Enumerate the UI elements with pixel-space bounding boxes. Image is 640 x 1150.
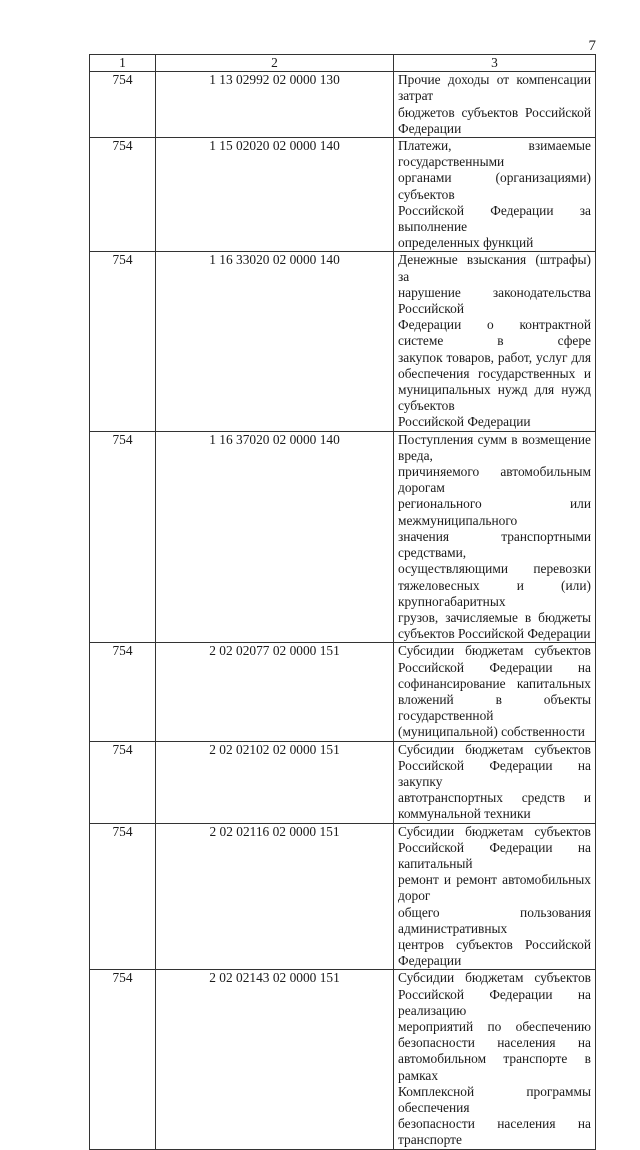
budget-classification-code-cell: 2 02 02102 02 0000 151 [156,741,394,823]
description-line: регионального или межмуниципального [398,496,591,528]
admin-code-cell: 754 [90,643,156,741]
budget-classification-code-cell: 1 15 02020 02 0000 140 [156,138,394,252]
description-line: (муниципальной) собственности [398,724,585,740]
description-line: Российской Федерации за выполнение [398,202,591,235]
revenue-description-cell [394,970,596,1149]
description-line: безопасности населения на [398,1035,591,1051]
budget-classification-code-cell: 1 16 37020 02 0000 140 [156,431,394,643]
description-line: Российской Федерации [398,414,531,430]
admin-code-cell: 754 [90,970,156,1149]
admin-code-cell: 754 [90,72,156,138]
description-line: центров субъектов Российской Федерации [398,936,591,969]
description-line: бюджетов субъектов Российской [398,104,591,120]
description-line: грузов, зачисляемые в бюджеты [398,609,591,625]
description-line: вложений в объекты государственной [398,691,591,724]
description-line: причиняемого автомобильным дорогам [398,464,591,496]
description-line: обеспечения государственных и [398,365,591,381]
description-line: безопасности населения на транспорте [398,1116,591,1148]
revenue-description-cell [394,138,596,252]
description-line: Российской Федерации на закупку [398,757,591,789]
description-line: автомобильном транспорте в рамках [398,1051,591,1083]
description-line: тяжеловесных и (или) крупногабаритных [398,577,591,609]
description-line: мероприятий по обеспечению [398,1018,591,1034]
description-line: коммунальной техники [398,806,531,822]
column-header-1: 1 [90,55,156,72]
description-line: общего пользования административных [398,904,591,936]
revenue-description-cell [394,823,596,970]
admin-code-cell: 754 [90,741,156,823]
description-line: значения транспортными средствами, [398,528,591,561]
description-line: муниципальных нужд для нужд субъектов [398,382,591,414]
table-row [90,823,596,970]
budget-classification-code-cell: 2 02 02143 02 0000 151 [156,970,394,1149]
table-row [90,643,596,741]
description-line: Федерации [398,120,462,136]
table-row [90,138,596,252]
revenue-description-cell [394,72,596,138]
description-line: субъектов Российской Федерации [398,626,591,642]
description-line: Платежи, взимаемые государственными [398,138,591,170]
budget-classification-code-cell: 1 16 33020 02 0000 140 [156,252,394,431]
description-line: Субсидии бюджетам субъектов [398,970,591,986]
description-line: софинансирование капитальных [398,675,591,691]
description-line: Российской Федерации на капитальный [398,839,591,871]
admin-code-cell: 754 [90,138,156,252]
description-line: Поступления сумм в возмещение вреда, [398,431,591,463]
description-line: Денежные взыскания (штрафы) за [398,252,591,284]
budget-classification-code-cell: 2 02 02077 02 0000 151 [156,643,394,741]
revenue-description-cell [394,643,596,741]
budget-codes-table [89,54,596,1150]
admin-code-cell: 754 [90,823,156,970]
description-line: Российской Федерации на реализацию [398,986,591,1018]
table-row [90,741,596,823]
description-line: Федерации о контрактной системе в сфере [398,317,591,349]
revenue-description-cell [394,741,596,823]
description-line: Российской Федерации на [398,659,591,675]
description-line: нарушение законодательства Российской [398,284,591,317]
revenue-description-cell [394,252,596,431]
table-row [90,252,596,431]
admin-code-cell: 754 [90,431,156,643]
description-line: Комплексной программы обеспечения [398,1083,591,1115]
description-line: закупок товаров, работ, услуг для [398,349,591,365]
page-number: 7 [588,38,596,54]
description-line: Субсидии бюджетам субъектов [398,741,591,757]
column-header-3: 3 [394,55,596,72]
column-header-2: 2 [156,55,394,72]
budget-classification-code-cell: 2 02 02116 02 0000 151 [156,823,394,970]
description-line: ремонт и ремонт автомобильных дорог [398,872,591,904]
admin-code-cell: 754 [90,252,156,431]
table-row [90,970,596,1149]
budget-classification-code-cell: 1 13 02992 02 0000 130 [156,72,394,138]
table-row [90,72,596,138]
table-row [90,431,596,643]
description-line: Субсидии бюджетам субъектов [398,823,591,839]
table-header-row [90,55,596,72]
description-line: осуществляющими перевозки [398,561,591,577]
description-line: Субсидии бюджетам субъектов [398,643,591,659]
description-line: Прочие доходы от компенсации затрат [398,72,591,104]
table-body [90,72,596,1149]
description-line: органами (организациями) субъектов [398,170,591,202]
description-line: автотранспортных средств и [398,790,591,806]
description-line: определенных функций [398,235,534,251]
revenue-description-cell [394,431,596,643]
